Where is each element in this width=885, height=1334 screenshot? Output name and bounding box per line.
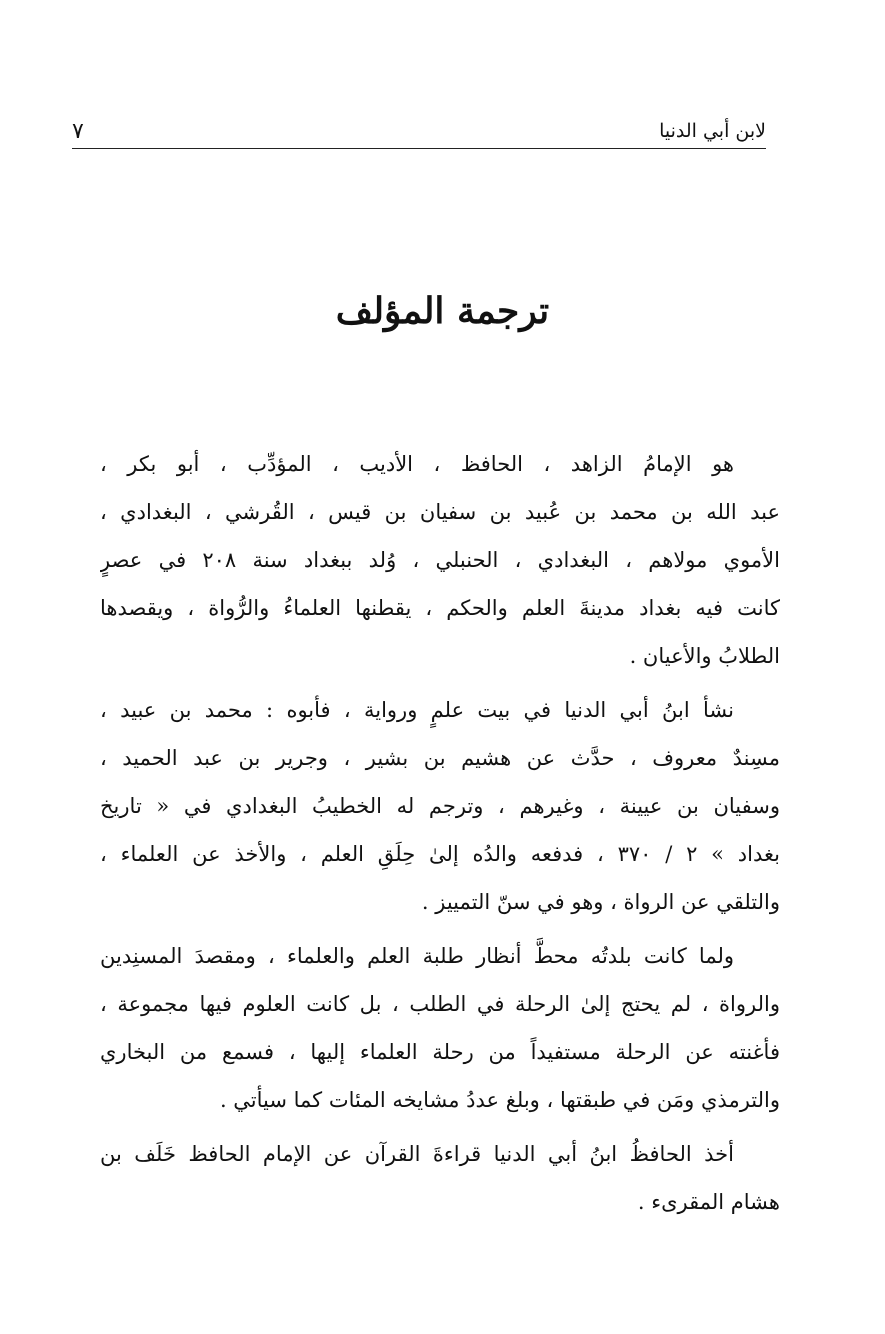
body-text <box>100 440 780 1232</box>
text-line: والرواة ، لم يحتج إلىٰ الرحلة في الطلب ، بل كانت العلوم فيها مجموعة ، <box>100 992 780 1016</box>
running-title: لابن أبي الدنيا <box>659 120 766 142</box>
paragraph-1 <box>100 440 780 680</box>
text-line: وسفيان بن عيينة ، وغيرهم ، وترجم له الخطيبُ البغدادي في « تاريخ <box>100 794 780 818</box>
text-line: ولما كانت بلدتُه محطَّ أنظار طلبة العلم والعلماء ، ومقصدَ المسنِدين <box>100 944 734 968</box>
text-line: أخذ الحافظُ ابنُ أبي الدنيا قراءةَ القرآن عن الإمام الحافظ خَلَف بن <box>100 1142 734 1166</box>
text-line: الطلابُ والأعيان . <box>629 644 780 668</box>
text-line: الأموي مولاهم ، البغدادي ، الحنبلي ، وُلد ببغداد سنة ٢٠٨ في عصرٍ <box>100 548 780 572</box>
text-line: كانت فيه بغداد مدينةَ العلم والحكم ، يقطنها العلماءُ والرُّواة ، ويقصدها <box>100 596 780 620</box>
paragraph-2 <box>100 686 780 926</box>
paragraph-3 <box>100 932 780 1124</box>
text-line: بغداد » ٢ / ٣٧٠ ، فدفعه والدُه إلىٰ حِلَقِ العلم ، والأخذ عن العلماء ، <box>100 842 780 866</box>
text-line: والتلقي عن الرواة ، وهو في سنّ التمييز . <box>421 890 780 914</box>
text-line: عبد الله بن محمد بن عُبيد بن سفيان بن قيس ، القُرشي ، البغدادي ، <box>100 500 780 524</box>
page-number: ٧ <box>72 119 84 144</box>
text-line: مسِندٌ معروف ، حدَّث عن هشيم بن بشير ، وجرير بن عبد الحميد ، <box>100 746 780 770</box>
text-line: فأغنته عن الرحلة مستفيداً من رحلة العلماء إليها ، فسمع من البخاري <box>100 1040 780 1064</box>
text-line: والترمذي ومَن في طبقتها ، وبلغ عددُ مشايخه المئات كما سيأتي . <box>219 1088 780 1112</box>
text-line: نشأ ابنُ أبي الدنيا في بيت علمٍ ورواية ، فأبوه : محمد بن عبيد ، <box>100 698 734 722</box>
page-header <box>72 112 766 149</box>
paragraph-4 <box>100 1130 780 1226</box>
text-line: هشام المقرىء . <box>637 1190 780 1214</box>
chapter-title: ترجمة المؤلف <box>335 290 550 332</box>
text-line: هو الإمامُ الزاهد ، الحافظ ، الأديب ، المؤدِّب ، أبو بكر ، <box>100 452 734 476</box>
